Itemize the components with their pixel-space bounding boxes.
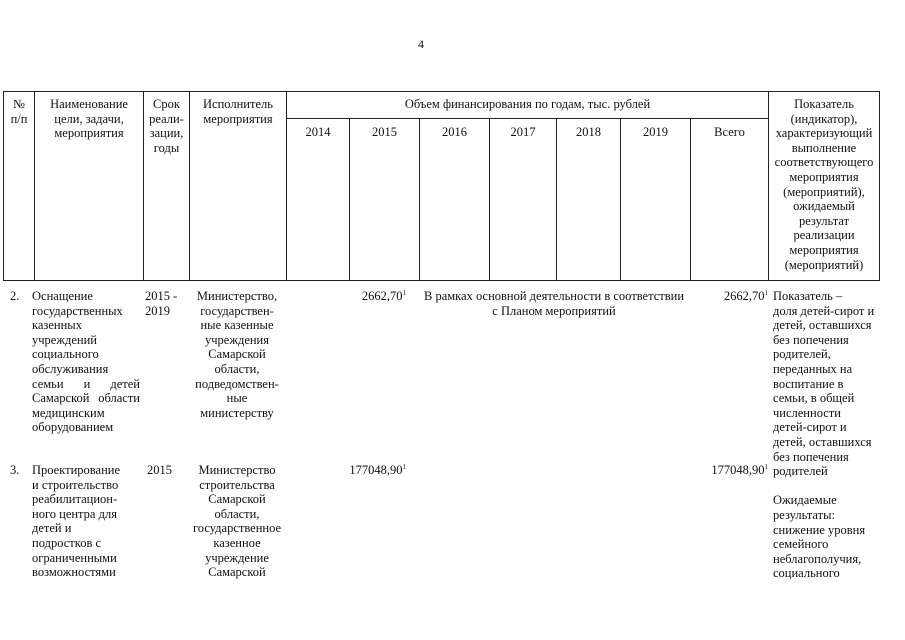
header-year-2014: 2014 <box>305 125 331 139</box>
header-bottom-rule <box>3 280 879 281</box>
row2-indicator: Показатель – доля детей-сирот и детей, оставшихся без попечения родителей, переданных на воспитание в семьи, в общей численности детей-сирот и детей, оставшихся без попечения родителей Ожидаемые результаты: снижение уровня семейного неблагополучия, социального <box>773 289 875 581</box>
col-rule <box>349 118 350 281</box>
header-funding-title: Объем финансирования по годам, тыс. рублей <box>404 97 651 111</box>
row2-name: Оснащение государственных казенных учреждений социального обслуживания семьи и детей Самарской области медицинским оборудованием <box>32 289 140 435</box>
header-year-2019: 2019 <box>643 125 668 139</box>
page-number: 4 <box>418 37 424 51</box>
col-rule <box>620 118 621 281</box>
header-indicator: Показатель (индикатор), характеризующий выполнение соответствующего мероприятия (мероприятий), ожидаемый результат реализации мероприятия (мероприятий) <box>774 97 874 272</box>
row3-term: 2015 <box>147 463 172 477</box>
row2-executor: Министерство, государствен- ные казенные учреждения Самарской области, подведомствен- ные министерству <box>195 289 279 420</box>
row3-total-value: 177048,90$^1$ <box>711 462 768 477</box>
row3-num: 3. <box>10 463 20 477</box>
col-rule <box>489 118 490 281</box>
row2-num: 2. <box>10 289 20 303</box>
row3-2015-value: 177048,90$^1$ <box>349 462 406 477</box>
header-year-2018: 2018 <box>576 125 601 139</box>
header-total: Всего <box>714 125 745 139</box>
table-top-rule <box>3 91 879 92</box>
col-rule <box>556 118 557 281</box>
col-rule <box>286 91 287 281</box>
col-rule <box>690 118 691 281</box>
col-rule <box>879 91 880 281</box>
header-name: Наименование цели, задачи, мероприятия <box>50 97 128 141</box>
header-year-2017: 2017 <box>510 125 536 139</box>
row2-total-value: 2662,70$^1$ <box>723 288 768 303</box>
header-executor: Исполнитель мероприятия <box>203 97 273 126</box>
header-num: № п/п <box>10 97 28 126</box>
header-year-2016: 2016 <box>442 125 467 139</box>
header-year-2015: 2015 <box>372 125 397 139</box>
row3-executor: Министерство строительства Самарской области, государственное казенное учреждение Самарской <box>192 463 282 580</box>
row3-name: Проектирование и строительство реабилитацион- ного центра для детей и подростков с ограниченными возможностями <box>32 463 121 580</box>
row2-term: 2015 - 2019 <box>145 289 178 318</box>
funding-subheader-rule <box>286 118 768 119</box>
col-rule <box>419 118 420 281</box>
row2-2015-value: 2662,70$^1$ <box>361 288 406 303</box>
header-term: Срок реали- зации, годы <box>149 97 184 155</box>
row2-merged-note: В рамках основной деятельности в соответствии с Планом мероприятий <box>423 289 685 318</box>
